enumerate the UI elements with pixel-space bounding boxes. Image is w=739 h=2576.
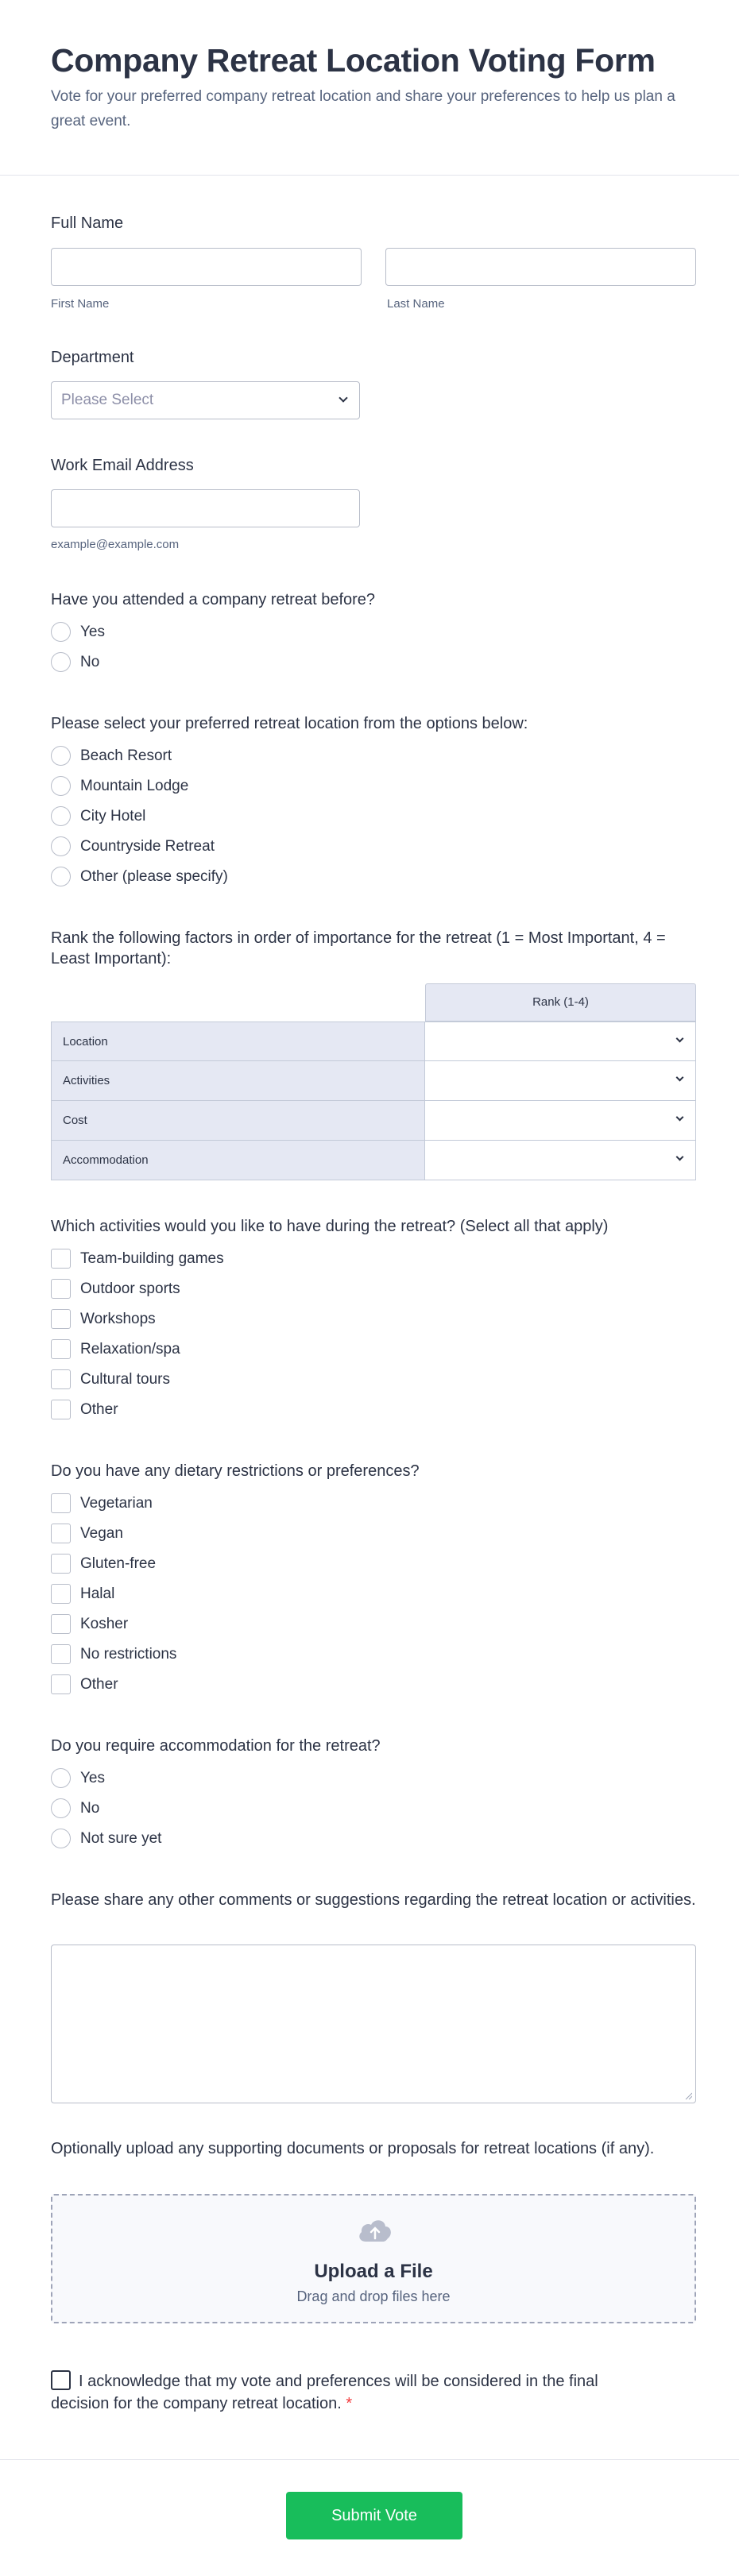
option-label: No restrictions — [80, 1646, 177, 1663]
last-name-input[interactable] — [385, 248, 696, 286]
rank-row-accommodation — [51, 1141, 696, 1180]
option-label: Other — [80, 1676, 118, 1693]
email-label: Work Email Address — [51, 457, 194, 474]
radio-button[interactable] — [51, 867, 71, 886]
option-label: Halal — [80, 1585, 115, 1602]
radio-button[interactable] — [51, 1768, 71, 1788]
first-name-input[interactable] — [51, 248, 362, 286]
chevron-down-icon — [339, 393, 347, 402]
option-label: Vegan — [80, 1525, 123, 1542]
option-label: Kosher — [80, 1616, 129, 1632]
option-label: Mountain Lodge — [80, 778, 189, 794]
rank-row-location — [51, 1022, 696, 1061]
option-label: Beach Resort — [80, 747, 172, 764]
checkbox[interactable] — [51, 1554, 71, 1574]
option-label: City Hotel — [80, 808, 146, 825]
rank-row-label: Activities — [51, 1061, 425, 1101]
option-label: Relaxation/spa — [80, 1341, 180, 1358]
email-sublabel: example@example.com — [51, 538, 180, 551]
radio-button[interactable] — [51, 1829, 71, 1848]
activities-label: Which activities would you like to have during the retreat? (Select all that apply) — [51, 1218, 609, 1235]
upload-label: Optionally upload any supporting documents or proposals for retreat locations (if any). — [51, 2140, 655, 2157]
rank-select[interactable] — [425, 1101, 696, 1141]
radio-button[interactable] — [51, 746, 71, 766]
first-name-sublabel: First Name — [51, 297, 110, 311]
checkbox[interactable] — [51, 1584, 71, 1604]
rank-row-cost — [51, 1101, 696, 1141]
accommodation-label: Do you require accommodation for the retreat? — [51, 1737, 381, 1755]
checkbox[interactable] — [51, 1339, 71, 1359]
option-label: Other (please specify) — [80, 868, 228, 885]
chevron-down-icon — [676, 1035, 684, 1043]
checkbox[interactable] — [51, 1249, 71, 1269]
comments-label: Please share any other comments or suggestions regarding the retreat location or activities. — [51, 1891, 696, 1909]
file-upload-dropzone[interactable] — [51, 2194, 696, 2323]
radio-button[interactable] — [51, 652, 71, 672]
option-label: Vegetarian — [80, 1495, 153, 1512]
radio-button[interactable] — [51, 622, 71, 642]
upload-subtitle: Drag and drop files here — [296, 2288, 451, 2304]
rank-row-activities — [51, 1061, 696, 1101]
checkbox[interactable] — [51, 1644, 71, 1664]
radio-button[interactable] — [51, 806, 71, 826]
form-footer — [0, 2459, 739, 2576]
comments-textarea[interactable] — [51, 1945, 696, 2103]
resize-grip-icon[interactable] — [684, 2091, 692, 2099]
department-placeholder: Please Select — [61, 392, 154, 408]
acknowledge-field — [51, 2370, 639, 2415]
last-name-sublabel: Last Name — [387, 297, 445, 311]
radio-button[interactable] — [51, 836, 71, 856]
rank-column-header: Rank (1-4) — [425, 983, 696, 1022]
option-label: Yes — [80, 624, 105, 640]
location-label: Please select your preferred retreat location from the options below: — [51, 715, 528, 732]
attended-label: Have you attended a company retreat before? — [51, 591, 376, 608]
checkbox[interactable] — [51, 1493, 71, 1513]
rank-label: Rank the following factors in order of importance for the retreat (1 = Most Important, 4 = Least Important): — [51, 929, 666, 967]
rank-select[interactable] — [425, 1022, 696, 1061]
acknowledge-text: I acknowledge that my vote and preferences will be considered in the final decision for the company retreat location. — [51, 2373, 598, 2412]
option-label: Countryside Retreat — [80, 838, 215, 855]
full-name-label: Full Name — [51, 214, 124, 232]
option-label: Cultural tours — [80, 1371, 170, 1388]
rank-row-label: Accommodation — [51, 1141, 425, 1180]
option-label: Outdoor sports — [80, 1280, 180, 1297]
cloud-upload-icon — [356, 2215, 394, 2246]
form-header — [0, 0, 739, 176]
chevron-down-icon — [676, 1074, 684, 1082]
upload-title: Upload a File — [314, 2261, 433, 2282]
checkbox[interactable] — [51, 1674, 71, 1694]
chevron-down-icon — [676, 1153, 684, 1161]
rank-row-label: Location — [51, 1022, 425, 1061]
checkbox[interactable] — [51, 1279, 71, 1299]
submit-button[interactable]: Submit Vote — [286, 2492, 462, 2539]
chevron-down-icon — [676, 1114, 684, 1122]
rank-select[interactable] — [425, 1061, 696, 1101]
email-input[interactable] — [51, 489, 360, 527]
radio-button[interactable] — [51, 776, 71, 796]
option-label: Not sure yet — [80, 1830, 162, 1847]
option-label: Other — [80, 1401, 118, 1418]
checkbox[interactable] — [51, 1369, 71, 1389]
form-subtitle: Vote for your preferred company retreat location and share your preferences to help us plan a great event. — [51, 88, 675, 129]
rank-row-label: Cost — [51, 1101, 425, 1141]
option-label: Team-building games — [80, 1250, 224, 1267]
option-label: Yes — [80, 1770, 105, 1786]
radio-button[interactable] — [51, 1798, 71, 1818]
checkbox[interactable] — [51, 1614, 71, 1634]
rank-select[interactable] — [425, 1141, 696, 1180]
form-title: Company Retreat Location Voting Form — [51, 42, 656, 79]
checkbox[interactable] — [51, 1400, 71, 1419]
option-label: No — [80, 1800, 100, 1817]
department-label: Department — [51, 349, 134, 366]
department-select[interactable] — [51, 381, 360, 419]
option-label: Workshops — [80, 1311, 156, 1327]
option-label: No — [80, 654, 100, 670]
checkbox[interactable] — [51, 1524, 71, 1543]
checkbox[interactable] — [51, 1309, 71, 1329]
dietary-label: Do you have any dietary restrictions or preferences? — [51, 1462, 420, 1480]
acknowledge-checkbox[interactable] — [51, 2370, 71, 2390]
option-label: Gluten-free — [80, 1555, 157, 1572]
required-mark: * — [346, 2395, 353, 2412]
